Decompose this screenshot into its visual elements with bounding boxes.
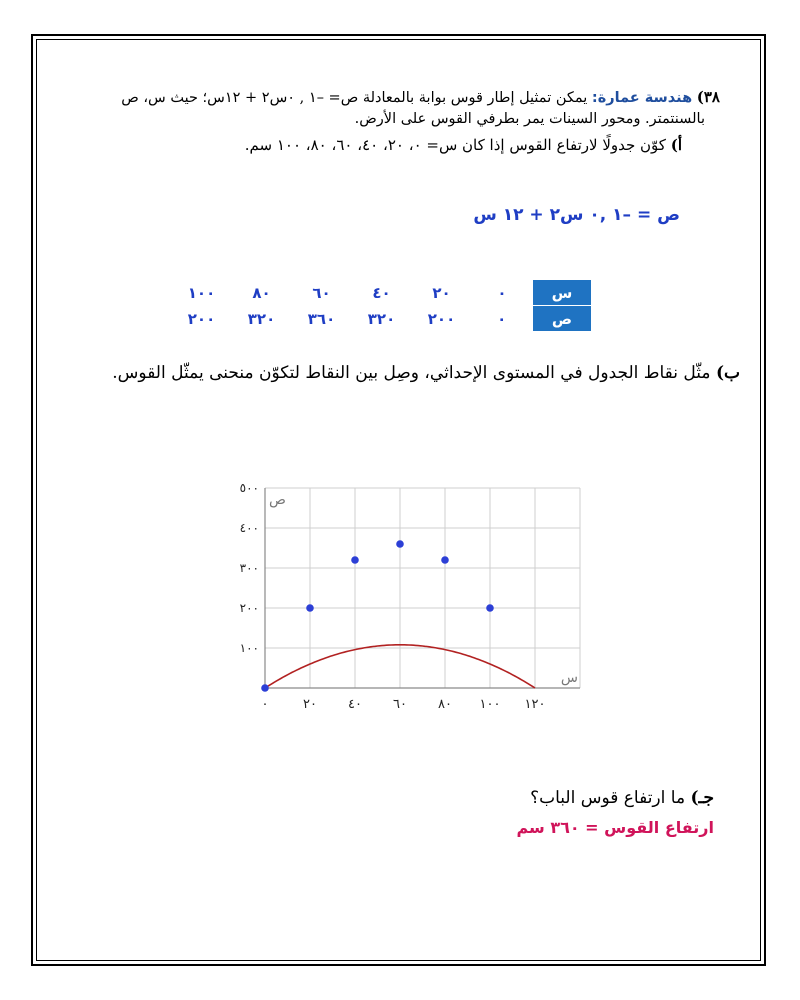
values-table [172, 279, 593, 332]
part-a-text: كوّن جدولًا لارتفاع القوس إذا كان س= ٠، ٢٠، ٤٠، ٦٠، ٨٠، ١٠٠ سم. [244, 136, 666, 154]
x-tick-label: ١٠٠ [479, 697, 501, 712]
part-c-question: ما ارتفاع قوس الباب؟ [530, 788, 686, 808]
table-cell: ٠ [497, 309, 507, 328]
x-tick-label: ٠ [261, 697, 269, 712]
data-point [351, 556, 359, 564]
table-header-x: س [533, 280, 592, 306]
chart-ticks [240, 481, 546, 712]
table-header-y: ص [533, 306, 592, 332]
part-b [112, 363, 740, 383]
table-cell: ٢٠ [432, 283, 451, 302]
parabola-chart [230, 478, 578, 738]
chart-axes [265, 488, 580, 688]
chart-y-label: ص [269, 492, 286, 508]
part-c [530, 788, 714, 808]
table-cell: ٠ [497, 283, 507, 302]
y-tick-label: ١٠٠ [239, 641, 259, 655]
y-tick-label: ٤٠٠ [239, 521, 259, 535]
x-tick-label: ٢٠ [303, 697, 317, 712]
table-row-x [172, 280, 592, 306]
table-cell: ٨٠ [252, 283, 271, 302]
y-tick-label: ٣٠٠ [239, 561, 259, 575]
table-cell: ٣٢٠ [247, 309, 276, 328]
data-point [261, 684, 269, 692]
problem-topic: هندسة عمارة: [591, 90, 693, 106]
table-cell: ٢٠٠ [427, 309, 456, 328]
table-cell: ١٠٠ [187, 283, 216, 302]
table-cell: ٤٠ [372, 283, 391, 302]
data-point [486, 604, 494, 612]
part-b-label: ب) [715, 363, 740, 383]
problem-statement-line2: بالسنتمتر. ومحور السينات يمر بطرفي القوس على الأرض. [354, 111, 705, 127]
problem-number: ٣٨) [696, 88, 720, 106]
part-b-text: مثّل نقاط الجدول في المستوى الإحداثي، وصِل بين النقاط لتكوّن منحنى يمثّل القوس. [112, 363, 711, 383]
part-a [60, 136, 682, 154]
table-cell: ٢٠٠ [187, 309, 216, 328]
chart-grid [265, 488, 580, 688]
x-tick-label: ٦٠ [393, 697, 407, 712]
data-point [396, 540, 404, 548]
part-c-label: جـ) [690, 788, 714, 808]
table-cell: ٣٦٠ [307, 309, 336, 328]
part-c-answer: ارتفاع القوس = ٣٦٠ سم [516, 818, 714, 837]
equation: ص = –١ ,٠ س٢ + ١٢ س [473, 205, 680, 225]
data-point [441, 556, 449, 564]
problem-statement-line1: يمكن تمثيل إطار قوس بوابة بالمعادلة ص= –١ , ٠س٢ + ١٢س؛ حيث س، ص [121, 90, 588, 106]
y-tick-label: ٥٠٠ [239, 481, 259, 495]
chart-points [261, 540, 494, 692]
y-tick-label: ٢٠٠ [239, 601, 259, 615]
chart-x-label: س [560, 670, 578, 686]
table-cell: ٦٠ [312, 283, 331, 302]
x-tick-label: ٨٠ [438, 697, 452, 712]
problem-statement [60, 88, 720, 106]
table-cell: ٣٢٠ [367, 309, 396, 328]
x-tick-label: ١٢٠ [524, 697, 546, 712]
data-point [306, 604, 314, 612]
x-tick-label: ٤٠ [348, 697, 362, 712]
table-row-y [172, 306, 592, 332]
part-a-label: أ) [670, 136, 682, 154]
